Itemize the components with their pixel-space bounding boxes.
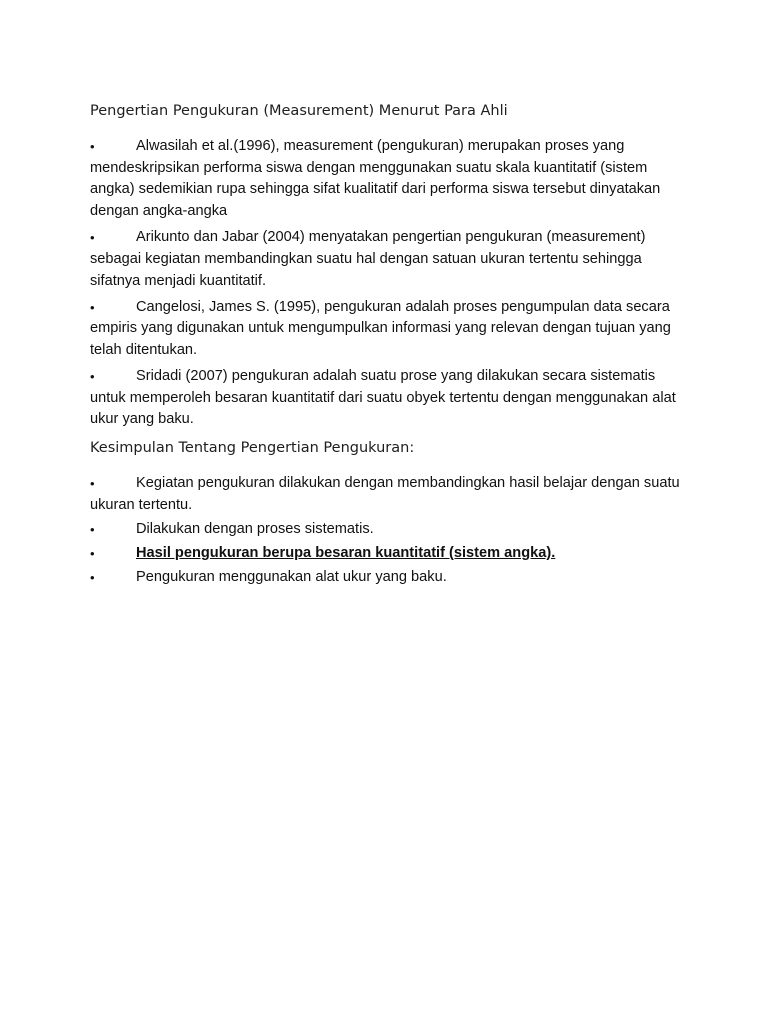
- item-text: Alwasilah et al.(1996), measurement (pengukuran) merupakan proses yang mendeskripsikan performa siswa dengan menggunakan suatu skala kuantitatif (sistem angka) sedemikian rupa sehingga sifat kualitatif dari performa siswa tersebut dinyatakan dengan angka-angka: [90, 138, 661, 220]
- heading-conclusion: Kesimpulan Tentang Pengertian Pengukuran:: [90, 440, 415, 456]
- bullet-icon: •: [90, 476, 95, 491]
- bullet-icon: •: [90, 521, 95, 537]
- bullet-icon: •: [90, 139, 95, 154]
- item-text: Dilakukan dengan proses sistematis.: [136, 520, 374, 537]
- list-item: [90, 227, 680, 292]
- bullet-icon: •: [90, 545, 95, 561]
- list-item: [90, 297, 680, 362]
- list-item: [90, 136, 680, 223]
- bullet-icon: •: [90, 569, 95, 585]
- conclusions-list: [90, 473, 680, 591]
- item-text: Arikunto dan Jabar (2004) menyatakan pengertian pengukuran (measurement) sebagai kegiatan membandingkan suatu hal dengan satuan ukuran tertentu sehingga sifatnya menjadi kuantitatif.: [90, 229, 646, 289]
- experts-list: [90, 136, 680, 435]
- bullet-icon: •: [90, 368, 95, 384]
- item-text-emphasized: Hasil pengukuran berupa besaran kuantitatif (sistem angka).: [136, 544, 556, 561]
- item-text: Sridadi (2007) pengukuran adalah suatu prose yang dilakukan secara sistematis untuk memperoleh besaran kuantitatif dari suatu obyek tertentu dengan menggunakan alat ukur yang baku.: [90, 367, 676, 428]
- heading-experts: Pengertian Pengukuran (Measurement) Menurut Para Ahli: [90, 103, 508, 119]
- item-text: Kegiatan pengukuran dilakukan dengan membandingkan hasil belajar dengan suatu ukuran tertentu.: [90, 475, 680, 513]
- item-text: Pengukuran menggunakan alat ukur yang baku.: [136, 568, 447, 585]
- list-item: [90, 519, 680, 541]
- list-item: [90, 543, 680, 565]
- list-item: [90, 567, 680, 589]
- list-item: [90, 366, 680, 431]
- bullet-icon: •: [90, 299, 95, 315]
- list-item: [90, 473, 680, 516]
- item-text: Cangelosi, James S. (1995), pengukuran adalah proses pengumpulan data secara empiris yang digunakan untuk mengumpulkan informasi yang relevan dengan tujuan yang telah ditentukan.: [90, 298, 671, 358]
- bullet-icon: •: [90, 230, 95, 246]
